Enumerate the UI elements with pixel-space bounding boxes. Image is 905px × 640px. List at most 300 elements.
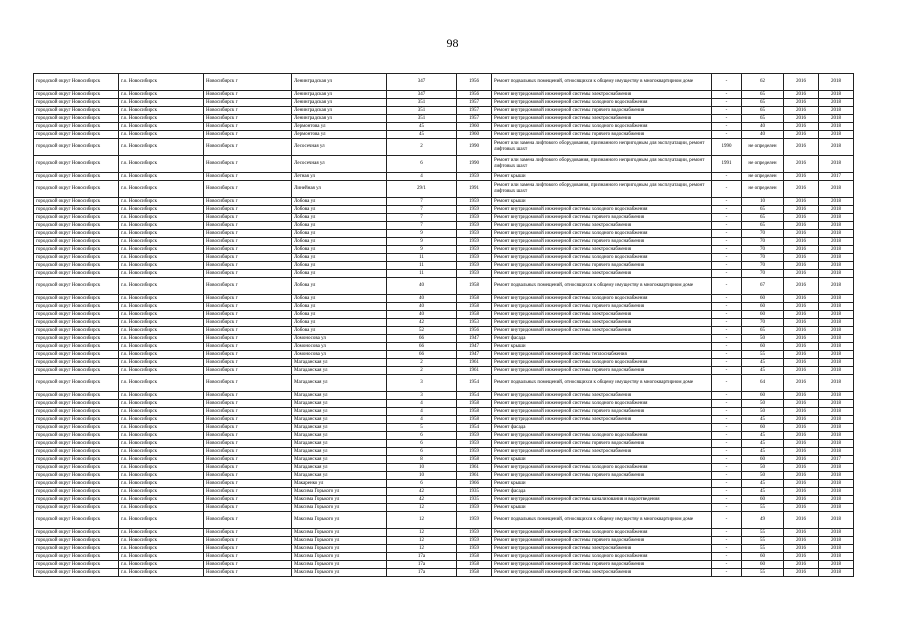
district-cell: городской округ Новосибирск — [34, 424, 119, 432]
year-to-cell: 2018 — [819, 359, 854, 367]
work-type-cell: Ремонт внутридомовой инженерной системы канализования и водоотведения — [492, 496, 712, 504]
table-row — [34, 270, 854, 278]
year-from-cell: 2016 — [784, 472, 819, 480]
house-number-cell: 66 — [387, 343, 457, 351]
house-number-cell: 40 — [387, 303, 457, 311]
district-cell: городской округ Новосибирск — [34, 246, 119, 254]
work-type-cell: Ремонт крыши — [492, 173, 712, 181]
year-from-cell: 2016 — [784, 311, 819, 319]
table-row — [34, 295, 854, 303]
settlement-cell: Новосибирск г — [204, 131, 292, 139]
district-cell: городской округ Новосибирск — [34, 262, 119, 270]
col8-cell: - — [712, 400, 742, 408]
house-number-cell: 2 — [387, 367, 457, 375]
municipality-cell: г.о. Новосибирск — [119, 529, 204, 537]
col9-cell: 60 — [742, 311, 784, 319]
street-cell: Лесосечная ул — [292, 139, 387, 156]
street-cell: Ленинградская ул — [292, 115, 387, 123]
build-year-cell: 1959 — [457, 238, 492, 246]
house-number-cell: 4 — [387, 408, 457, 416]
build-year-cell: 1935 — [457, 496, 492, 504]
district-cell: городской округ Новосибирск — [34, 440, 119, 448]
work-type-cell: Ремонт крыши — [492, 343, 712, 351]
house-number-cell: 3 — [387, 392, 457, 400]
build-year-cell: 1958 — [457, 408, 492, 416]
municipality-cell: г.о. Новосибирск — [119, 408, 204, 416]
work-type-cell: Ремонт внутридомовой инженерной системы холодного водоснабжения — [492, 400, 712, 408]
table-row — [34, 246, 854, 254]
col9-cell: 65 — [742, 107, 784, 115]
year-to-cell: 2018 — [819, 512, 854, 529]
col9-cell: 45 — [742, 367, 784, 375]
build-year-cell: 1961 — [457, 464, 492, 472]
settlement-cell: Новосибирск г — [204, 115, 292, 123]
build-year-cell: 1947 — [457, 335, 492, 343]
col9-cell: 50 — [742, 335, 784, 343]
col8-cell: - — [712, 440, 742, 448]
col9-cell: 70 — [742, 238, 784, 246]
table-row — [34, 472, 854, 480]
house-number-cell: 6 — [387, 480, 457, 488]
settlement-cell: Новосибирск г — [204, 488, 292, 496]
build-year-cell: 1959 — [457, 270, 492, 278]
col8-cell: - — [712, 392, 742, 400]
col9-cell: 65 — [742, 99, 784, 107]
col8-cell: - — [712, 496, 742, 504]
col9-cell: 45 — [742, 488, 784, 496]
year-from-cell: 2016 — [784, 432, 819, 440]
year-from-cell: 2016 — [784, 238, 819, 246]
col9-cell: 70 — [742, 230, 784, 238]
year-to-cell: 2018 — [819, 343, 854, 351]
municipality-cell: г.о. Новосибирск — [119, 351, 204, 359]
street-cell: Магаданская ул — [292, 400, 387, 408]
work-type-cell: Ремонт подвальных помещений, относящихся к общему имуществу в многоквартирном доме — [492, 278, 712, 295]
year-from-cell: 2016 — [784, 416, 819, 424]
build-year-cell: 1959 — [457, 440, 492, 448]
year-from-cell: 2016 — [784, 115, 819, 123]
year-from-cell: 2016 — [784, 270, 819, 278]
municipality-cell: г.о. Новосибирск — [119, 545, 204, 553]
street-cell: Лобова ул — [292, 254, 387, 262]
house-number-cell: 17а — [387, 561, 457, 569]
street-cell: Максима Горького ул — [292, 512, 387, 529]
col8-cell: - — [712, 448, 742, 456]
district-cell: городской округ Новосибирск — [34, 464, 119, 472]
settlement-cell: Новосибирск г — [204, 278, 292, 295]
table-row — [34, 432, 854, 440]
table-row — [34, 99, 854, 107]
year-from-cell: 2016 — [784, 488, 819, 496]
year-from-cell: 2016 — [784, 480, 819, 488]
table-row — [34, 206, 854, 214]
street-cell: Лобова ул — [292, 295, 387, 303]
work-type-cell: Ремонт крыши — [492, 504, 712, 512]
build-year-cell: 1947 — [457, 351, 492, 359]
municipality-cell: г.о. Новосибирск — [119, 139, 204, 156]
table-row — [34, 504, 854, 512]
house-number-cell: 5 — [387, 424, 457, 432]
district-cell: городской округ Новосибирск — [34, 545, 119, 553]
municipality-cell: г.о. Новосибирск — [119, 367, 204, 375]
settlement-cell: Новосибирск г — [204, 327, 292, 335]
year-to-cell: 2018 — [819, 408, 854, 416]
settlement-cell: Новосибирск г — [204, 375, 292, 392]
col9-cell: 50 — [742, 472, 784, 480]
work-type-cell: Ремонт крыши — [492, 480, 712, 488]
settlement-cell: Новосибирск г — [204, 335, 292, 343]
district-cell: городской округ Новосибирск — [34, 408, 119, 416]
year-from-cell: 2016 — [784, 343, 819, 351]
street-cell: Лобова ул — [292, 222, 387, 230]
settlement-cell: Новосибирск г — [204, 262, 292, 270]
col9-cell: 60 — [742, 295, 784, 303]
col9-cell: 70 — [742, 246, 784, 254]
year-from-cell: 2016 — [784, 181, 819, 198]
settlement-cell: Новосибирск г — [204, 303, 292, 311]
build-year-cell: 1954 — [457, 424, 492, 432]
settlement-cell: Новосибирск г — [204, 569, 292, 577]
municipality-cell: г.о. Новосибирск — [119, 343, 204, 351]
street-cell: Максима Горького ул — [292, 553, 387, 561]
municipality-cell: г.о. Новосибирск — [119, 173, 204, 181]
year-from-cell: 2016 — [784, 319, 819, 327]
col9-cell: не определен — [742, 173, 784, 181]
year-to-cell: 2018 — [819, 254, 854, 262]
work-type-cell: Ремонт внутридомовой инженерной системы холодного водоснабжения — [492, 230, 712, 238]
table-row — [34, 496, 854, 504]
table-row — [34, 488, 854, 496]
build-year-cell: 1947 — [457, 343, 492, 351]
year-to-cell: 2018 — [819, 181, 854, 198]
work-type-cell: Ремонт внутридомовой инженерной системы холодного водоснабжения — [492, 553, 712, 561]
house-number-cell: 10 — [387, 464, 457, 472]
settlement-cell: Новосибирск г — [204, 512, 292, 529]
house-number-cell: 42 — [387, 496, 457, 504]
year-to-cell: 2018 — [819, 488, 854, 496]
col8-cell: - — [712, 278, 742, 295]
col8-cell: - — [712, 262, 742, 270]
year-to-cell: 2018 — [819, 295, 854, 303]
settlement-cell: Новосибирск г — [204, 99, 292, 107]
col8-cell: - — [712, 416, 742, 424]
col8-cell: - — [712, 432, 742, 440]
year-to-cell: 2018 — [819, 561, 854, 569]
col8-cell: - — [712, 488, 742, 496]
table-row — [34, 480, 854, 488]
work-type-cell: Ремонт внутридомовой инженерной системы горячего водоснабжения — [492, 262, 712, 270]
municipality-cell: г.о. Новосибирск — [119, 319, 204, 327]
col9-cell: 65 — [742, 214, 784, 222]
work-type-cell: Ремонт подвальных помещений, относящихся к общему имуществу в многоквартирном доме — [492, 375, 712, 392]
col9-cell: 55 — [742, 537, 784, 545]
build-year-cell: 1959 — [457, 545, 492, 553]
house-number-cell: 9 — [387, 238, 457, 246]
col9-cell: 55 — [742, 504, 784, 512]
table-row — [34, 424, 854, 432]
table-row — [34, 173, 854, 181]
settlement-cell: Новосибирск г — [204, 238, 292, 246]
table-row — [34, 139, 854, 156]
col9-cell: 65 — [742, 327, 784, 335]
year-to-cell: 2018 — [819, 569, 854, 577]
district-cell: городской округ Новосибирск — [34, 537, 119, 545]
municipality-cell: г.о. Новосибирск — [119, 440, 204, 448]
build-year-cell: 1959 — [457, 448, 492, 456]
district-cell: городской округ Новосибирск — [34, 504, 119, 512]
year-from-cell: 2016 — [784, 537, 819, 545]
municipality-cell: г.о. Новосибирск — [119, 311, 204, 319]
col8-cell: - — [712, 367, 742, 375]
settlement-cell: Новосибирск г — [204, 392, 292, 400]
district-cell: городской округ Новосибирск — [34, 123, 119, 131]
col8-cell: - — [712, 375, 742, 392]
col8-cell: - — [712, 335, 742, 343]
street-cell: Магаданская ул — [292, 440, 387, 448]
settlement-cell: Новосибирск г — [204, 139, 292, 156]
year-from-cell: 2016 — [784, 561, 819, 569]
build-year-cell: 1961 — [457, 367, 492, 375]
work-type-cell: Ремонт внутридомовой инженерной системы холодного водоснабжения — [492, 295, 712, 303]
work-type-cell: Ремонт или замена лифтового оборудования, признанного непригодным для эксплуатации, ремонт лифтовых шахт — [492, 181, 712, 198]
table-row — [34, 440, 854, 448]
build-year-cell: 1959 — [457, 512, 492, 529]
municipality-cell: г.о. Новосибирск — [119, 569, 204, 577]
year-to-cell: 2018 — [819, 246, 854, 254]
municipality-cell: г.о. Новосибирск — [119, 488, 204, 496]
table-row — [34, 375, 854, 392]
street-cell: Магаданская ул — [292, 472, 387, 480]
street-cell: Магаданская ул — [292, 424, 387, 432]
year-to-cell: 2018 — [819, 392, 854, 400]
table-row — [34, 351, 854, 359]
house-number-cell: 29/1 — [387, 181, 457, 198]
col9-cell: 60 — [742, 343, 784, 351]
build-year-cell: 1990 — [457, 139, 492, 156]
district-cell: городской округ Новосибирск — [34, 512, 119, 529]
house-number-cell: 8 — [387, 456, 457, 464]
district-cell: городской округ Новосибирск — [34, 448, 119, 456]
col9-cell: 60 — [742, 553, 784, 561]
table-row — [34, 408, 854, 416]
municipality-cell: г.о. Новосибирск — [119, 107, 204, 115]
year-to-cell: 2018 — [819, 440, 854, 448]
year-to-cell: 2018 — [819, 335, 854, 343]
house-number-cell: 17а — [387, 553, 457, 561]
year-to-cell: 2018 — [819, 375, 854, 392]
house-number-cell: 351 — [387, 99, 457, 107]
district-cell: городской округ Новосибирск — [34, 99, 119, 107]
build-year-cell: 1959 — [457, 529, 492, 537]
year-to-cell: 2018 — [819, 230, 854, 238]
table-row — [34, 529, 854, 537]
settlement-cell: Новосибирск г — [204, 319, 292, 327]
year-to-cell: 2018 — [819, 464, 854, 472]
district-cell: городской округ Новосибирск — [34, 553, 119, 561]
col8-cell: - — [712, 424, 742, 432]
street-cell: Магаданская ул — [292, 408, 387, 416]
street-cell: Лобова ул — [292, 198, 387, 206]
col8-cell: - — [712, 545, 742, 553]
work-type-cell: Ремонт внутридомовой инженерной системы холодного водоснабжения — [492, 254, 712, 262]
municipality-cell: г.о. Новосибирск — [119, 198, 204, 206]
year-to-cell: 2018 — [819, 504, 854, 512]
street-cell: Лесосечная ул — [292, 156, 387, 173]
col9-cell: 70 — [742, 319, 784, 327]
street-cell: Ломоносова ул — [292, 335, 387, 343]
district-cell: городской округ Новосибирск — [34, 416, 119, 424]
col9-cell: 10 — [742, 198, 784, 206]
col9-cell: не определен — [742, 156, 784, 173]
district-cell: городской округ Новосибирск — [34, 295, 119, 303]
col8-cell: - — [712, 295, 742, 303]
work-type-cell: Ремонт крыши — [492, 456, 712, 464]
work-type-cell: Ремонт внутридомовой инженерной системы электроснабжения — [492, 115, 712, 123]
district-cell: городской округ Новосибирск — [34, 488, 119, 496]
col8-cell: - — [712, 115, 742, 123]
col9-cell: 55 — [742, 529, 784, 537]
year-to-cell: 2017 — [819, 173, 854, 181]
municipality-cell: г.о. Новосибирск — [119, 327, 204, 335]
house-number-cell: 11 — [387, 262, 457, 270]
street-cell: Магаданская ул — [292, 392, 387, 400]
settlement-cell: Новосибирск г — [204, 464, 292, 472]
build-year-cell: 1959 — [457, 246, 492, 254]
table-row — [34, 222, 854, 230]
build-year-cell: 1991 — [457, 181, 492, 198]
table-row — [34, 74, 854, 91]
year-to-cell: 2017 — [819, 456, 854, 464]
work-type-cell: Ремонт внутридомовой инженерной системы горячего водоснабжения — [492, 214, 712, 222]
col8-cell: - — [712, 206, 742, 214]
municipality-cell: г.о. Новосибирск — [119, 472, 204, 480]
municipality-cell: г.о. Новосибирск — [119, 206, 204, 214]
table-row — [34, 448, 854, 456]
col9-cell: 65 — [742, 206, 784, 214]
settlement-cell: Новосибирск г — [204, 408, 292, 416]
settlement-cell: Новосибирск г — [204, 230, 292, 238]
municipality-cell: г.о. Новосибирск — [119, 91, 204, 99]
work-type-cell: Ремонт внутридомовой инженерной системы электроснабжения — [492, 448, 712, 456]
year-from-cell: 2016 — [784, 553, 819, 561]
municipality-cell: г.о. Новосибирск — [119, 238, 204, 246]
year-from-cell: 2016 — [784, 254, 819, 262]
work-type-cell: Ремонт внутридомовой инженерной системы электроснабжения — [492, 319, 712, 327]
col8-cell: - — [712, 214, 742, 222]
settlement-cell: Новосибирск г — [204, 400, 292, 408]
col8-cell: - — [712, 512, 742, 529]
house-number-cell: 351 — [387, 115, 457, 123]
settlement-cell: Новосибирск г — [204, 91, 292, 99]
col9-cell: 70 — [742, 254, 784, 262]
year-to-cell: 2018 — [819, 472, 854, 480]
district-cell: городской округ Новосибирск — [34, 359, 119, 367]
house-number-cell: 4 — [387, 416, 457, 424]
year-from-cell: 2016 — [784, 496, 819, 504]
street-cell: Магаданская ул — [292, 416, 387, 424]
col8-cell: - — [712, 504, 742, 512]
street-cell: Лобова ул — [292, 238, 387, 246]
year-to-cell: 2018 — [819, 222, 854, 230]
settlement-cell: Новосибирск г — [204, 480, 292, 488]
work-type-cell: Ремонт подвальных помещений, относящихся к общему имуществу в многоквартирном доме — [492, 74, 712, 91]
municipality-cell: г.о. Новосибирск — [119, 262, 204, 270]
street-cell: Максима Горького ул — [292, 488, 387, 496]
street-cell: Ломоносова ул — [292, 343, 387, 351]
build-year-cell: 1961 — [457, 472, 492, 480]
col8-cell: - — [712, 472, 742, 480]
col8-cell: - — [712, 222, 742, 230]
work-type-cell: Ремонт внутридомовой инженерной системы горячего водоснабжения — [492, 303, 712, 311]
col8-cell: - — [712, 529, 742, 537]
district-cell: городской округ Новосибирск — [34, 311, 119, 319]
col9-cell: 55 — [742, 351, 784, 359]
district-cell: городской округ Новосибирск — [34, 181, 119, 198]
year-from-cell: 2016 — [784, 392, 819, 400]
table-row — [34, 416, 854, 424]
col8-cell: - — [712, 311, 742, 319]
table-row — [34, 198, 854, 206]
year-from-cell: 2016 — [784, 545, 819, 553]
work-type-cell: Ремонт внутридомовой инженерной системы холодного водоснабжения — [492, 206, 712, 214]
work-type-cell: Ремонт фасада — [492, 335, 712, 343]
col9-cell: 60 — [742, 424, 784, 432]
col9-cell: 65 — [742, 91, 784, 99]
street-cell: Максима Горького ул — [292, 529, 387, 537]
house-number-cell: 3 — [387, 375, 457, 392]
house-number-cell: 11 — [387, 270, 457, 278]
table-row — [34, 343, 854, 351]
municipality-cell: г.о. Новосибирск — [119, 375, 204, 392]
year-from-cell: 2016 — [784, 214, 819, 222]
house-number-cell: 40 — [387, 311, 457, 319]
municipality-cell: г.о. Новосибирск — [119, 504, 204, 512]
municipality-cell: г.о. Новосибирск — [119, 99, 204, 107]
house-number-cell: 7 — [387, 206, 457, 214]
work-type-cell: Ремонт внутридомовой инженерной системы горячего водоснабжения — [492, 472, 712, 480]
settlement-cell: Новосибирск г — [204, 214, 292, 222]
municipality-cell: г.о. Новосибирск — [119, 512, 204, 529]
house-number-cell: 12 — [387, 504, 457, 512]
table-row — [34, 278, 854, 295]
build-year-cell: 1960 — [457, 123, 492, 131]
municipality-cell: г.о. Новосибирск — [119, 480, 204, 488]
municipality-cell: г.о. Новосибирск — [119, 115, 204, 123]
col8-cell: - — [712, 238, 742, 246]
work-type-cell: Ремонт внутридомовой инженерной системы электроснабжения — [492, 246, 712, 254]
work-type-cell: Ремонт внутридомовой инженерной системы горячего водоснабжения — [492, 131, 712, 139]
settlement-cell: Новосибирск г — [204, 440, 292, 448]
year-from-cell: 2016 — [784, 206, 819, 214]
settlement-cell: Новосибирск г — [204, 343, 292, 351]
street-cell: Максима Горького ул — [292, 569, 387, 577]
year-to-cell: 2018 — [819, 537, 854, 545]
year-from-cell: 2016 — [784, 107, 819, 115]
table-row — [34, 319, 854, 327]
house-number-cell: 52 — [387, 327, 457, 335]
year-from-cell: 2016 — [784, 359, 819, 367]
table-row — [34, 569, 854, 577]
build-year-cell: 1960 — [457, 131, 492, 139]
district-cell: городской округ Новосибирск — [34, 254, 119, 262]
year-from-cell: 2016 — [784, 327, 819, 335]
col8-cell: - — [712, 173, 742, 181]
col9-cell: 65 — [742, 115, 784, 123]
settlement-cell: Новосибирск г — [204, 107, 292, 115]
year-from-cell: 2016 — [784, 91, 819, 99]
col8-cell: - — [712, 553, 742, 561]
work-type-cell: Ремонт внутридомовой инженерной системы холодного водоснабжения — [492, 123, 712, 131]
